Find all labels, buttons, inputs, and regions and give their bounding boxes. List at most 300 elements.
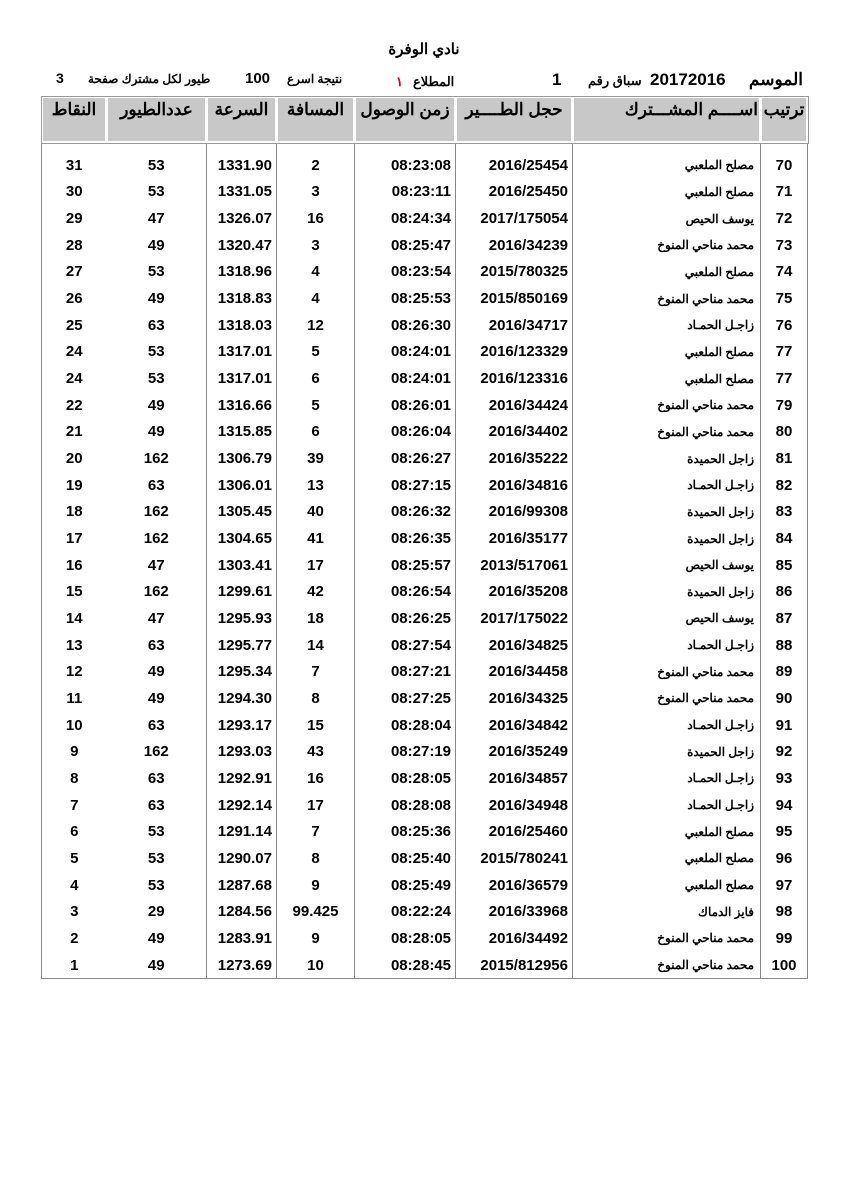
table-row — [42, 552, 808, 579]
cell-speed: 1331.90 — [207, 152, 277, 179]
header-points: النقاط — [42, 97, 107, 143]
cell-bird-count: 53 — [147, 263, 165, 281]
cell-bird-count: 53 — [147, 876, 165, 894]
cell-bird-count: 47 — [147, 210, 165, 228]
cell-distance: 13 — [277, 472, 355, 499]
table-row — [42, 499, 808, 526]
cell-points: 3 — [70, 903, 79, 921]
cell-ring-number: 2015/780241 — [456, 845, 573, 872]
cell-speed: 1291.14 — [207, 818, 277, 845]
cell-ring-number: 2016/34492 — [456, 925, 573, 952]
cell-bird-count: 47 — [147, 556, 165, 574]
header-ring-number: حجل الطــــير — [456, 97, 573, 143]
table-row — [42, 898, 808, 925]
cell-participant-name: زاجـل الحمـاد — [573, 312, 761, 339]
cell-distance: 41 — [277, 525, 355, 552]
cell-arrival-time: 08:28:08 — [355, 792, 456, 819]
cell-ring-number: 2016/34458 — [456, 658, 573, 685]
cell-arrival-time: 08:23:54 — [355, 259, 456, 286]
cell-rank: 81 — [761, 445, 808, 472]
cell-points: 1 — [70, 956, 79, 974]
cell-rank: 92 — [761, 738, 808, 765]
cell-bird-count: 49 — [147, 689, 165, 707]
cell-ring-number: 2016/99308 — [456, 499, 573, 526]
cell-participant-name: محمد مناحي المنوخ — [573, 925, 761, 952]
table-row — [42, 685, 808, 712]
cell-arrival-time: 08:27:25 — [355, 685, 456, 712]
cell-points: 8 — [70, 769, 79, 787]
cell-bird-count: 49 — [147, 663, 165, 681]
cell-arrival-time: 08:27:19 — [355, 738, 456, 765]
cell-ring-number: 2016/34402 — [456, 419, 573, 446]
table-row — [42, 952, 808, 979]
cell-points: 13 — [65, 636, 83, 654]
cell-speed: 1317.01 — [207, 339, 277, 366]
cell-distance: 43 — [277, 738, 355, 765]
cell-rank: 73 — [761, 232, 808, 259]
cell-arrival-time: 08:27:21 — [355, 658, 456, 685]
cell-rank: 95 — [761, 818, 808, 845]
table-row — [42, 925, 808, 952]
cell-arrival-time: 08:23:08 — [355, 152, 456, 179]
cell-distance: 6 — [277, 365, 355, 392]
cell-points: 16 — [65, 556, 83, 574]
cell-distance: 12 — [277, 312, 355, 339]
cell-speed: 1315.85 — [207, 419, 277, 446]
table-row — [42, 312, 808, 339]
cell-distance: 8 — [277, 685, 355, 712]
table-row — [42, 365, 808, 392]
release-label: المطلاع — [413, 74, 455, 89]
cell-bird-count: 49 — [147, 236, 165, 254]
cell-ring-number: 2015/812956 — [456, 952, 573, 979]
page-number: 3 — [56, 70, 64, 86]
cell-distance: 3 — [277, 179, 355, 206]
cell-bird-count: 162 — [143, 583, 169, 601]
cell-ring-number: 2016/33968 — [456, 898, 573, 925]
cell-speed: 1287.68 — [207, 872, 277, 899]
cell-bird-count: 53 — [147, 849, 165, 867]
cell-rank: 71 — [761, 179, 808, 206]
cell-arrival-time: 08:24:01 — [355, 339, 456, 366]
cell-rank: 96 — [761, 845, 808, 872]
cell-distance: 5 — [277, 392, 355, 419]
cell-bird-count: 49 — [147, 290, 165, 308]
cell-bird-count: 162 — [143, 450, 169, 468]
cell-arrival-time: 08:25:47 — [355, 232, 456, 259]
cell-speed: 1303.41 — [207, 552, 277, 579]
table-row — [42, 525, 808, 552]
cell-distance: 17 — [277, 792, 355, 819]
cell-bird-count: 49 — [147, 396, 165, 414]
cell-participant-name: مصلح الملعبي — [573, 152, 761, 179]
cell-speed: 1318.03 — [207, 312, 277, 339]
cell-rank: 94 — [761, 792, 808, 819]
cell-bird-count: 63 — [147, 769, 165, 787]
cell-rank: 89 — [761, 658, 808, 685]
cell-speed: 1295.93 — [207, 605, 277, 632]
table-row — [42, 605, 808, 632]
cell-ring-number: 2016/34424 — [456, 392, 573, 419]
cell-participant-name: محمد مناحي المنوخ — [573, 392, 761, 419]
cell-rank: 77 — [761, 339, 808, 366]
cell-participant-name: مصلح الملعبي — [573, 339, 761, 366]
cell-rank: 85 — [761, 552, 808, 579]
table-row — [42, 232, 808, 259]
cell-participant-name: زاجل الحميدة — [573, 499, 761, 526]
cell-rank: 87 — [761, 605, 808, 632]
cell-arrival-time: 08:25:57 — [355, 552, 456, 579]
cell-ring-number: 2016/25460 — [456, 818, 573, 845]
cell-points: 19 — [65, 476, 83, 494]
cell-bird-count: 63 — [147, 476, 165, 494]
cell-rank: 70 — [761, 152, 808, 179]
cell-points: 6 — [70, 823, 79, 841]
cell-speed: 1326.07 — [207, 205, 277, 232]
cell-points: 4 — [70, 876, 79, 894]
table-row — [42, 818, 808, 845]
table-row — [42, 872, 808, 899]
cell-speed: 1299.61 — [207, 579, 277, 606]
table-row — [42, 792, 808, 819]
header-participant-name: اســــم المشـــترك — [573, 97, 761, 143]
cell-participant-name: محمد مناحي المنوخ — [573, 419, 761, 446]
cell-participant-name: مصلح الملعبي — [573, 872, 761, 899]
cell-arrival-time: 08:24:01 — [355, 365, 456, 392]
season-value: 20172016 — [650, 70, 726, 89]
cell-distance: 17 — [277, 552, 355, 579]
cell-points: 22 — [65, 396, 83, 414]
race-value: 1 — [552, 70, 562, 89]
cell-ring-number: 2016/34948 — [456, 792, 573, 819]
table-row — [42, 152, 808, 179]
cell-participant-name: مصلح الملعبي — [573, 179, 761, 206]
cell-points: 2 — [70, 929, 79, 947]
cell-speed: 1294.30 — [207, 685, 277, 712]
header-rank: ترتيب — [761, 97, 808, 143]
cell-points: 24 — [65, 370, 83, 388]
cell-bird-count: 53 — [147, 823, 165, 841]
result-value: 100 — [245, 70, 271, 87]
cell-speed: 1316.66 — [207, 392, 277, 419]
cell-speed: 1273.69 — [207, 952, 277, 979]
cell-arrival-time: 08:26:30 — [355, 312, 456, 339]
table-row — [42, 285, 808, 312]
cell-arrival-time: 08:25:53 — [355, 285, 456, 312]
cell-distance: 7 — [277, 658, 355, 685]
cell-speed: 1295.77 — [207, 632, 277, 659]
season-label: الموسم — [748, 70, 803, 89]
cell-bird-count: 49 — [147, 956, 165, 974]
cell-speed: 1292.14 — [207, 792, 277, 819]
cell-rank: 75 — [761, 285, 808, 312]
cell-distance: 4 — [277, 259, 355, 286]
cell-points: 21 — [65, 423, 83, 441]
cell-arrival-time: 08:25:40 — [355, 845, 456, 872]
cell-ring-number: 2016/34842 — [456, 712, 573, 739]
cell-speed: 1331.05 — [207, 179, 277, 206]
cell-speed: 1305.45 — [207, 499, 277, 526]
cell-arrival-time: 08:24:34 — [355, 205, 456, 232]
cell-arrival-time: 08:26:01 — [355, 392, 456, 419]
cell-ring-number: 2016/34325 — [456, 685, 573, 712]
cell-distance: 7 — [277, 818, 355, 845]
cell-distance: 99.425 — [277, 898, 355, 925]
cell-rank: 76 — [761, 312, 808, 339]
cell-participant-name: زاجـل الحمـاد — [573, 792, 761, 819]
cell-distance: 2 — [277, 152, 355, 179]
cell-ring-number: 2016/123316 — [456, 365, 573, 392]
cell-speed: 1306.01 — [207, 472, 277, 499]
cell-speed: 1306.79 — [207, 445, 277, 472]
cell-participant-name: محمد مناحي المنوخ — [573, 285, 761, 312]
cell-distance: 40 — [277, 499, 355, 526]
cell-ring-number: 2016/25450 — [456, 179, 573, 206]
cell-speed: 1317.01 — [207, 365, 277, 392]
cell-points: 7 — [70, 796, 79, 814]
cell-speed: 1290.07 — [207, 845, 277, 872]
header-bird-count: عددالطيور — [107, 97, 207, 143]
cell-rank: 77 — [761, 365, 808, 392]
cell-rank: 93 — [761, 765, 808, 792]
cell-bird-count: 162 — [143, 503, 169, 521]
cell-arrival-time: 08:25:36 — [355, 818, 456, 845]
cell-bird-count: 63 — [147, 716, 165, 734]
cell-ring-number: 2017/175054 — [456, 205, 573, 232]
cell-bird-count: 53 — [147, 183, 165, 201]
cell-arrival-time: 08:28:05 — [355, 765, 456, 792]
cell-ring-number: 2016/35222 — [456, 445, 573, 472]
cell-arrival-time: 08:28:04 — [355, 712, 456, 739]
cell-distance: 18 — [277, 605, 355, 632]
cell-distance: 16 — [277, 205, 355, 232]
cell-ring-number: 2013/517061 — [456, 552, 573, 579]
table-row — [42, 392, 808, 419]
cell-distance: 15 — [277, 712, 355, 739]
cell-points: 17 — [65, 530, 83, 548]
cell-rank: 90 — [761, 685, 808, 712]
birds-per-page-label: طيور لكل مشترك صفحة — [88, 72, 211, 86]
cell-distance: 5 — [277, 339, 355, 366]
cell-arrival-time: 08:23:11 — [355, 179, 456, 206]
table-row — [42, 445, 808, 472]
header-arrival-time: زمن الوصول — [355, 97, 456, 143]
cell-arrival-time: 08:28:05 — [355, 925, 456, 952]
cell-participant-name: يوسف الحيص — [573, 552, 761, 579]
table-row — [42, 632, 808, 659]
cell-bird-count: 49 — [147, 929, 165, 947]
table-row — [42, 738, 808, 765]
cell-distance: 4 — [277, 285, 355, 312]
cell-participant-name: زاجل الحميدة — [573, 445, 761, 472]
cell-points: 11 — [66, 689, 83, 707]
cell-ring-number: 2015/850169 — [456, 285, 573, 312]
cell-points: 15 — [65, 583, 83, 601]
cell-arrival-time: 08:25:49 — [355, 872, 456, 899]
cell-speed: 1283.91 — [207, 925, 277, 952]
cell-participant-name: محمد مناحي المنوخ — [573, 232, 761, 259]
cell-rank: 82 — [761, 472, 808, 499]
cell-participant-name: زاجل الحميدة — [573, 525, 761, 552]
cell-participant-name: زاجـل الحمـاد — [573, 712, 761, 739]
table-row — [42, 658, 808, 685]
cell-speed: 1295.34 — [207, 658, 277, 685]
cell-speed: 1284.56 — [207, 898, 277, 925]
cell-rank: 74 — [761, 259, 808, 286]
cell-distance: 6 — [277, 419, 355, 446]
cell-points: 27 — [65, 263, 83, 281]
cell-ring-number: 2016/35208 — [456, 579, 573, 606]
cell-ring-number: 2016/34816 — [456, 472, 573, 499]
result-label: نتيجة اسرع — [287, 72, 343, 86]
cell-speed: 1318.83 — [207, 285, 277, 312]
cell-arrival-time: 08:26:35 — [355, 525, 456, 552]
cell-arrival-time: 08:26:25 — [355, 605, 456, 632]
table-row — [42, 712, 808, 739]
cell-points: 26 — [65, 290, 83, 308]
table-row — [42, 579, 808, 606]
cell-points: 29 — [65, 210, 83, 228]
cell-rank: 79 — [761, 392, 808, 419]
cell-distance: 3 — [277, 232, 355, 259]
cell-points: 20 — [65, 450, 83, 468]
cell-ring-number: 2016/34717 — [456, 312, 573, 339]
cell-participant-name: مصلح الملعبي — [573, 845, 761, 872]
cell-points: 30 — [65, 183, 83, 201]
cell-distance: 9 — [277, 872, 355, 899]
table-row — [42, 259, 808, 286]
cell-rank: 72 — [761, 205, 808, 232]
cell-rank: 100 — [761, 952, 808, 979]
cell-bird-count: 53 — [147, 156, 165, 174]
cell-participant-name: مصلح الملعبي — [573, 818, 761, 845]
cell-speed: 1293.17 — [207, 712, 277, 739]
cell-rank: 84 — [761, 525, 808, 552]
cell-rank: 83 — [761, 499, 808, 526]
cell-participant-name: محمد مناحي المنوخ — [573, 952, 761, 979]
cell-rank: 80 — [761, 419, 808, 446]
cell-points: 28 — [65, 236, 83, 254]
cell-bird-count: 63 — [147, 636, 165, 654]
cell-arrival-time: 08:27:15 — [355, 472, 456, 499]
cell-bird-count: 162 — [143, 530, 169, 548]
cell-bird-count: 63 — [147, 796, 165, 814]
cell-points: 9 — [70, 743, 79, 761]
cell-rank: 88 — [761, 632, 808, 659]
cell-rank: 97 — [761, 872, 808, 899]
cell-rank: 86 — [761, 579, 808, 606]
cell-participant-name: زاجل الحميدة — [573, 579, 761, 606]
cell-points: 31 — [65, 156, 83, 174]
cell-arrival-time: 08:26:04 — [355, 419, 456, 446]
cell-ring-number: 2016/35249 — [456, 738, 573, 765]
cell-participant-name: مصلح الملعبي — [573, 259, 761, 286]
cell-ring-number: 2016/34825 — [456, 632, 573, 659]
cell-arrival-time: 08:28:45 — [355, 952, 456, 979]
cell-participant-name: فايز الدماك — [573, 898, 761, 925]
table-header — [42, 97, 808, 143]
table-row — [42, 179, 808, 206]
cell-arrival-time: 08:22:24 — [355, 898, 456, 925]
cell-bird-count: 162 — [143, 743, 169, 761]
table-row — [42, 845, 808, 872]
cell-participant-name: زاجـل الحمـاد — [573, 632, 761, 659]
cell-ring-number: 2016/34239 — [456, 232, 573, 259]
cell-ring-number: 2015/780325 — [456, 259, 573, 286]
table-row — [42, 339, 808, 366]
cell-rank: 91 — [761, 712, 808, 739]
cell-speed: 1293.03 — [207, 738, 277, 765]
cell-arrival-time: 08:26:54 — [355, 579, 456, 606]
cell-rank: 99 — [761, 925, 808, 952]
table-row — [42, 765, 808, 792]
results-table — [40, 95, 809, 979]
cell-points: 5 — [70, 849, 79, 867]
cell-arrival-time: 08:26:27 — [355, 445, 456, 472]
cell-ring-number: 2016/25454 — [456, 152, 573, 179]
cell-speed: 1318.96 — [207, 259, 277, 286]
cell-speed: 1304.65 — [207, 525, 277, 552]
cell-distance: 9 — [277, 925, 355, 952]
cell-bird-count: 49 — [147, 423, 165, 441]
cell-points: 18 — [65, 503, 83, 521]
cell-participant-name: مصلح الملعبي — [573, 365, 761, 392]
table-row — [42, 472, 808, 499]
cell-participant-name: زاجـل الحمـاد — [573, 765, 761, 792]
cell-ring-number: 2016/123329 — [456, 339, 573, 366]
table-row — [42, 205, 808, 232]
cell-points: 14 — [65, 609, 83, 627]
cell-participant-name: يوسف الحيص — [573, 205, 761, 232]
cell-points: 12 — [65, 663, 83, 681]
cell-ring-number: 2016/35177 — [456, 525, 573, 552]
cell-bird-count: 47 — [147, 609, 165, 627]
cell-ring-number: 2017/175022 — [456, 605, 573, 632]
race-label: سباق رقم — [588, 73, 642, 88]
cell-bird-count: 63 — [147, 316, 165, 334]
header-speed: السرعة — [207, 97, 277, 143]
cell-distance: 8 — [277, 845, 355, 872]
cell-distance: 39 — [277, 445, 355, 472]
cell-participant-name: يوسف الحيص — [573, 605, 761, 632]
cell-speed: 1320.47 — [207, 232, 277, 259]
cell-participant-name: زاجل الحميدة — [573, 738, 761, 765]
cell-bird-count: 53 — [147, 370, 165, 388]
cell-bird-count: 53 — [147, 343, 165, 361]
cell-points: 25 — [65, 316, 83, 334]
cell-points: 10 — [65, 716, 83, 734]
cell-distance: 14 — [277, 632, 355, 659]
cell-speed: 1292.91 — [207, 765, 277, 792]
cell-arrival-time: 08:27:54 — [355, 632, 456, 659]
table-row — [42, 419, 808, 446]
cell-rank: 98 — [761, 898, 808, 925]
cell-ring-number: 2016/34857 — [456, 765, 573, 792]
cell-participant-name: زاجـل الحمـاد — [573, 472, 761, 499]
cell-ring-number: 2016/36579 — [456, 872, 573, 899]
release-value: ١ — [396, 74, 403, 89]
cell-participant-name: محمد مناحي المنوخ — [573, 685, 761, 712]
header-distance: المسافة — [277, 97, 355, 143]
club-title: نادي الوفرة — [388, 41, 460, 58]
cell-participant-name: محمد مناحي المنوخ — [573, 658, 761, 685]
cell-bird-count: 29 — [147, 903, 165, 921]
cell-arrival-time: 08:26:32 — [355, 499, 456, 526]
cell-distance: 16 — [277, 765, 355, 792]
cell-distance: 42 — [277, 579, 355, 606]
cell-points: 24 — [65, 343, 83, 361]
cell-distance: 10 — [277, 952, 355, 979]
